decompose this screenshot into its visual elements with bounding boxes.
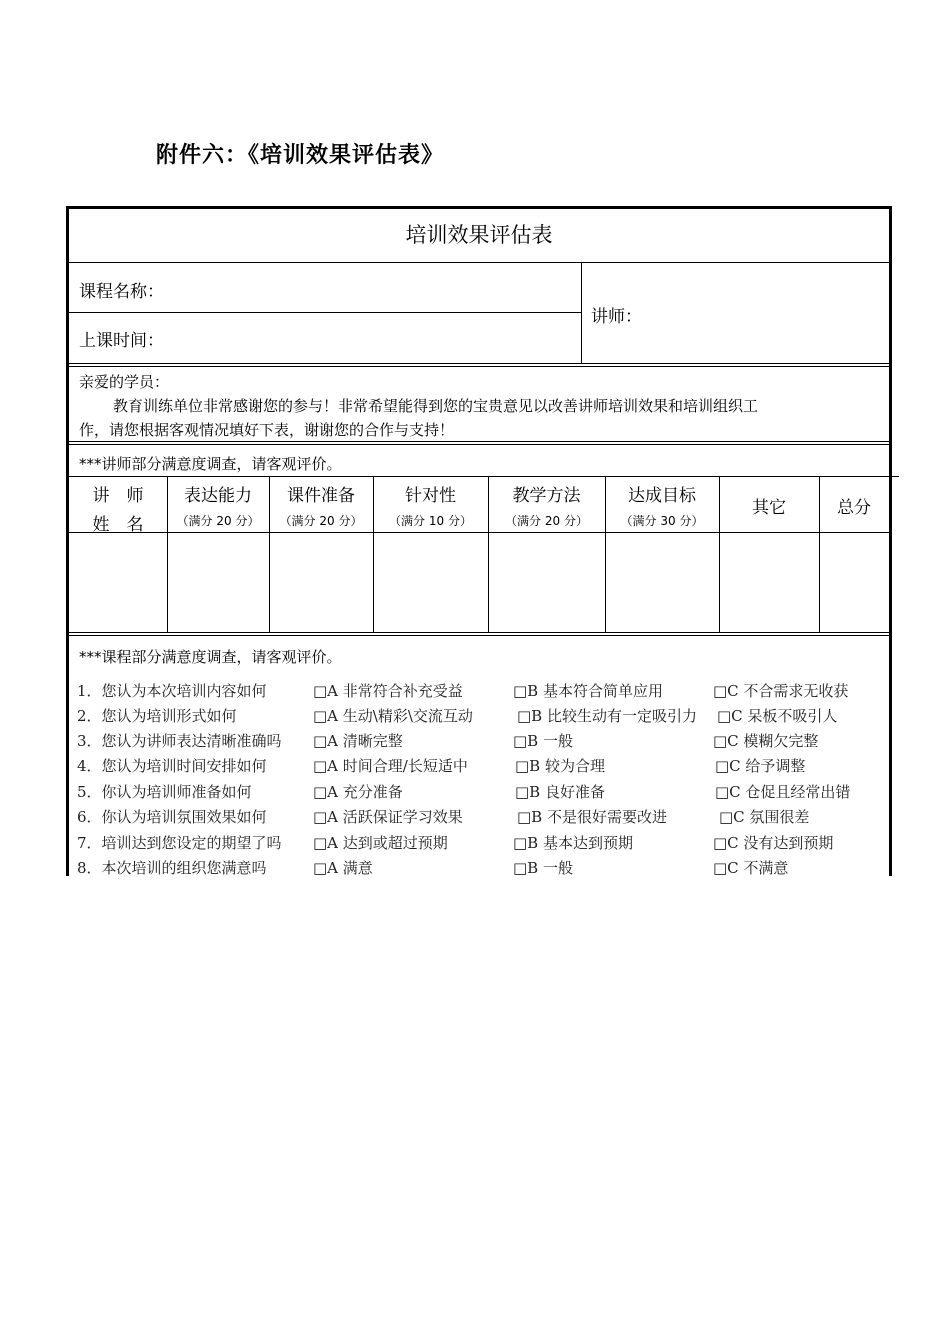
divider — [69, 366, 889, 367]
option-c[interactable]: □C 氛围很差 — [719, 808, 810, 826]
option-c[interactable]: □C 仓促且经常出错 — [715, 783, 851, 801]
option-b[interactable]: □B 一般 — [513, 859, 573, 877]
question-text: 8．本次培训的组织您满意吗 — [77, 859, 267, 877]
option-b[interactable]: □B 基本达到预期 — [513, 834, 633, 852]
option-c[interactable]: □C 模糊欠完整 — [713, 732, 819, 750]
option-a[interactable]: □A 活跃保证学习效果 — [313, 808, 463, 826]
divider — [719, 476, 720, 632]
lecturer-section-heading: ***讲师部分满意度调查，请客观评价。 — [79, 455, 342, 473]
option-a[interactable]: □A 充分准备 — [313, 783, 403, 801]
option-b[interactable]: □B 比较生动有一定吸引力 — [517, 707, 697, 725]
question-text: 1．您认为本次培训内容如何 — [77, 682, 267, 700]
question-text: 4．您认为培训时间安排如何 — [77, 757, 267, 775]
column-note: （满分 30 分） — [620, 514, 704, 528]
option-a[interactable]: □A 生动\精彩\交流互动 — [313, 707, 473, 725]
lecturer-label: 讲师： — [591, 307, 642, 327]
column-note: （满分 20 分） — [176, 514, 260, 528]
divider — [373, 476, 374, 632]
option-a[interactable]: □A 满意 — [313, 859, 373, 877]
column-header — [488, 481, 605, 529]
greeting: 亲爱的学员： — [79, 373, 170, 391]
question-text: 5．你认为培训师准备如何 — [77, 783, 252, 801]
evaluation-form — [66, 206, 892, 876]
document-title: 附件六：《培训效果评估表》 — [156, 143, 445, 168]
column-label: 表达能力 — [184, 486, 252, 506]
column-label: 针对性 — [405, 486, 456, 506]
divider — [69, 476, 899, 477]
option-a[interactable]: □A 时间合理/长短适中 — [313, 757, 468, 775]
course-section-heading: ***课程部分满意度调查，请客观评价。 — [79, 648, 342, 666]
lecturer-name-header — [69, 481, 167, 535]
column-header — [269, 481, 373, 529]
divider — [581, 262, 582, 363]
lecturer-name-header-top: 讲 师 — [92, 486, 144, 506]
divider — [69, 262, 889, 263]
column-note: （满分 20 分） — [505, 514, 588, 528]
form-title: 培训效果评估表 — [405, 223, 553, 247]
option-b[interactable]: □B 较为合理 — [515, 757, 605, 775]
column-header — [605, 481, 719, 529]
divider — [69, 632, 889, 633]
divider — [605, 476, 606, 632]
option-a[interactable]: □A 清晰完整 — [313, 732, 403, 750]
divider — [69, 441, 889, 442]
divider — [69, 363, 889, 364]
divider — [819, 476, 820, 632]
column-label: 课件准备 — [287, 486, 355, 506]
column-note: （满分 20 分） — [279, 514, 363, 528]
other-header: 其它 — [752, 498, 786, 518]
divider — [69, 444, 889, 445]
divider — [69, 635, 889, 636]
option-b[interactable]: □B 良好准备 — [515, 783, 605, 801]
divider — [167, 476, 168, 632]
class-time-label: 上课时间： — [79, 331, 164, 351]
option-b[interactable]: □B 基本符合简单应用 — [513, 682, 663, 700]
option-a[interactable]: □A 非常符合补充受益 — [313, 682, 463, 700]
total-header: 总分 — [837, 498, 871, 518]
option-b[interactable]: □B 不是很好需要改进 — [517, 808, 667, 826]
intro-line-2: 作，请您根据客观情况填好下表，谢谢您的合作与支持！ — [79, 421, 455, 439]
question-text: 3．您认为讲师表达清晰准确吗 — [77, 732, 282, 750]
option-c[interactable]: □C 不合需求无收获 — [713, 682, 849, 700]
option-c[interactable]: □C 不满意 — [713, 859, 789, 877]
option-a[interactable]: □A 达到或超过预期 — [313, 834, 448, 852]
column-label: 达成目标 — [628, 486, 696, 506]
divider — [488, 476, 489, 632]
option-c[interactable]: □C 给予调整 — [715, 757, 806, 775]
divider — [269, 476, 270, 632]
question-text: 7．培训达到您设定的期望了吗 — [77, 834, 282, 852]
column-header — [167, 481, 269, 529]
option-c[interactable]: □C 呆板不吸引人 — [717, 707, 838, 725]
column-label: 教学方法 — [512, 486, 581, 506]
course-name-label: 课程名称： — [79, 282, 164, 302]
question-text: 2．您认为培训形式如何 — [77, 707, 237, 725]
option-c[interactable]: □C 没有达到预期 — [713, 834, 834, 852]
divider — [69, 532, 889, 533]
column-note: （满分 10 分） — [389, 514, 472, 528]
option-b[interactable]: □B 一般 — [513, 732, 573, 750]
lecturer-name-header-bottom: 姓 名 — [92, 515, 144, 535]
column-header — [373, 481, 488, 529]
question-text: 6．你认为培训氛围效果如何 — [77, 808, 267, 826]
intro-line-1: 教育训练单位非常感谢您的参与！非常希望能得到您的宝贵意见以改善讲师培训效果和培训组织工 — [113, 397, 759, 415]
divider — [69, 312, 581, 313]
